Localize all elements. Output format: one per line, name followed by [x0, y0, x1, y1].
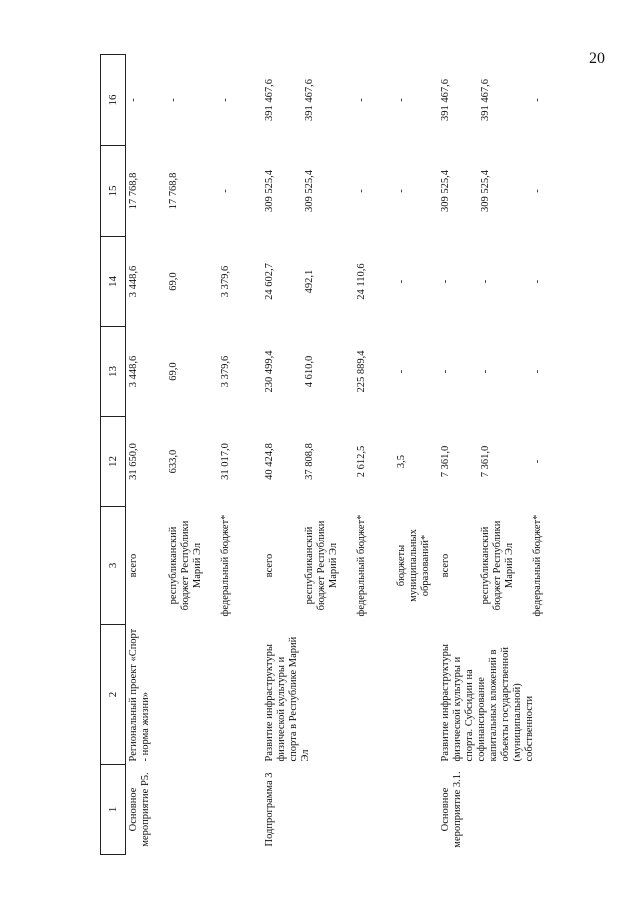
value: 17 768,8 [168, 172, 179, 210]
value-cell-13 [262, 327, 438, 417]
value: - [220, 189, 231, 193]
value: - [168, 98, 179, 102]
value: 24 110,6 [356, 263, 367, 300]
source-cell [438, 507, 638, 625]
value: 17 768,8 [128, 172, 139, 210]
source-label: федеральный бюджет* [532, 514, 543, 617]
value-cell-16 [126, 55, 263, 146]
value: 391 467,6 [264, 79, 275, 121]
source-label: бюджеты муниципальных образований* [396, 529, 432, 602]
value: - [532, 189, 543, 193]
value: - [128, 98, 139, 102]
source-label: всего [440, 553, 451, 578]
value: - [532, 98, 543, 102]
budget-table [100, 54, 638, 855]
header-cell: 13 [101, 327, 126, 417]
value: 2 612,5 [356, 445, 367, 478]
value: 7 361,0 [480, 445, 491, 478]
header-cell: 3 [101, 507, 126, 625]
value: 309 525,4 [304, 170, 315, 212]
value: 24 602,7 [264, 263, 275, 300]
value: - [532, 369, 543, 374]
value-cell-15 [438, 146, 638, 237]
value: - [356, 189, 367, 193]
value: 7 361,0 [440, 445, 451, 478]
row-code: Основное мероприятие 3.1. [440, 771, 464, 848]
value: 492,1 [304, 269, 315, 294]
value: 3 448,6 [128, 355, 139, 388]
value: 391 467,6 [480, 79, 491, 121]
value-cell-12 [126, 417, 263, 507]
header-cell: 12 [101, 417, 126, 507]
source-cell [262, 507, 438, 625]
value: 309 525,4 [440, 170, 451, 212]
value: 3,5 [396, 454, 407, 469]
value: - [440, 279, 451, 284]
header-cell: 16 [101, 55, 126, 146]
row-name: Развитие инфраструктуры физической культуры и спорта в Республике Марий Эл [264, 636, 312, 762]
value: 3 379,6 [220, 355, 231, 388]
value: 309 525,4 [480, 170, 491, 212]
value: - [356, 98, 367, 102]
row-name: Региональный проект «Спорт - норма жизни» [128, 628, 152, 762]
value: - [396, 369, 407, 374]
value: 31 017,0 [220, 443, 231, 480]
table-row [126, 55, 263, 855]
value-cell-15 [262, 146, 438, 237]
value: - [396, 98, 407, 102]
value: - [220, 98, 231, 102]
row-code: Подпрограмма 3 [264, 772, 275, 847]
value: 225 889,4 [356, 350, 367, 393]
value-cell-12 [262, 417, 438, 507]
rotated-page [100, 55, 640, 855]
value-cell-13 [438, 327, 638, 417]
source-cell [126, 507, 263, 625]
value: 37 808,8 [304, 443, 315, 480]
value: - [532, 279, 543, 284]
value: 633,0 [168, 449, 179, 474]
value: 3 448,6 [128, 265, 139, 298]
table-row [438, 55, 638, 855]
value: - [480, 279, 491, 284]
header-cell: 2 [101, 625, 126, 765]
value: - [440, 369, 451, 374]
source-label: всего [128, 553, 139, 578]
row-code: Основное мероприятие Р5. [128, 772, 152, 847]
row-name: Развитие инфраструктуры физической культуры и спорта. Субсидии на софинансирование капитальных вложений в объекты государственной (муниципальной) собственности [440, 644, 536, 762]
value-cell-12 [438, 417, 638, 507]
header-cell: 14 [101, 237, 126, 327]
header-cell: 1 [101, 765, 126, 855]
source-label: всего [264, 553, 275, 578]
value: 309 525,4 [264, 170, 275, 212]
value: 391 467,6 [440, 79, 451, 121]
table-row [262, 55, 438, 855]
value: - [480, 369, 491, 374]
value: 3 379,6 [220, 265, 231, 298]
header-cell: 15 [101, 146, 126, 237]
value: - [396, 279, 407, 284]
value: 69,0 [168, 272, 179, 291]
value-cell-16 [262, 55, 438, 146]
value-cell-14 [126, 237, 263, 327]
value-cell-16 [438, 55, 638, 146]
value: - [396, 189, 407, 193]
value-cell-14 [438, 237, 638, 327]
source-label: республиканский бюджет Республики Марий Эл [480, 520, 516, 611]
source-label: республиканский бюджет Республики Марий Эл [304, 520, 340, 611]
header-row [101, 55, 126, 855]
value: 4 610,0 [304, 355, 315, 388]
value: 230 499,4 [264, 350, 275, 393]
value-cell-15 [126, 146, 263, 237]
value: 391 467,6 [304, 79, 315, 121]
value: - [532, 459, 543, 464]
value: 40 424,8 [264, 443, 275, 480]
value-cell-13 [126, 327, 263, 417]
value: 69,0 [168, 362, 179, 381]
value: 31 650,0 [128, 443, 139, 480]
source-label: федеральный бюджет* [356, 514, 367, 617]
page-number: 20 [589, 50, 605, 67]
source-label: федеральный бюджет* [220, 514, 231, 617]
value-cell-14 [262, 237, 438, 327]
source-label: республиканский бюджет Республики Марий Эл [168, 520, 204, 611]
